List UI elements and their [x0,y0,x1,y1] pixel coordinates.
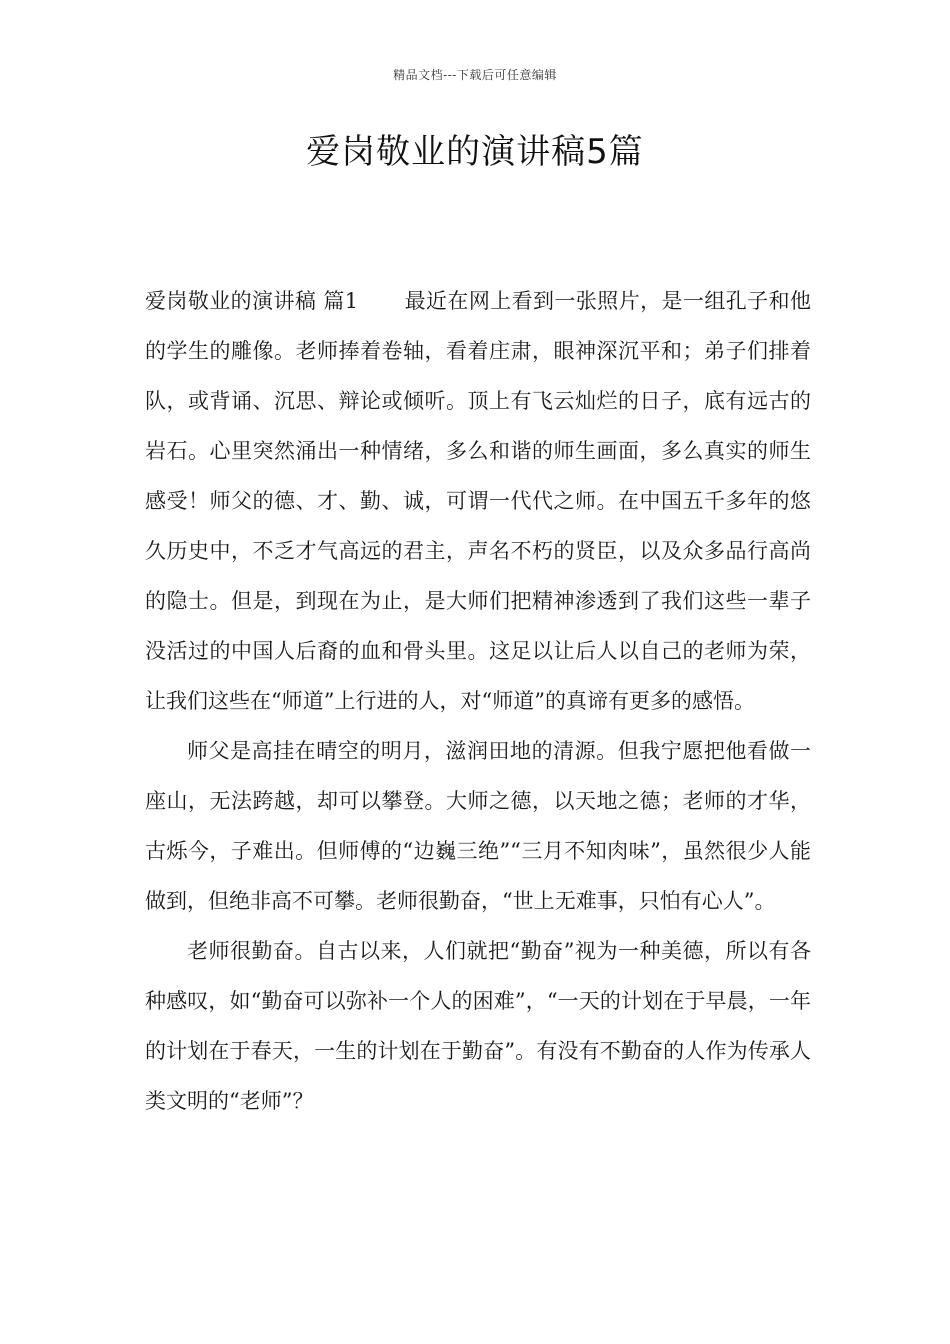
header-note: 精品文档---下载后可任意编辑 [393,68,557,82]
paragraph-2: 师父是高挂在晴空的明月，滋润田地的清源。但我宁愿把他看做一座山，无法跨越，却可以攀登。大师之德，以天地之德；老师的才华，古烁今，子难出。但师傅的“边巍三绝”“三月不知肉味”，虽然很少人能做到，但绝非高不可攀。老师很勤奋，“世上无难事，只怕有心人”。 [145,739,811,913]
document-title: 爱岗敬业的演讲稿5篇 [306,132,644,172]
section-label: 爱岗敬业的演讲稿 篇1 [145,289,359,313]
paragraph-3: 老师很勤奋。自古以来，人们就把“勤奋”视为一种美德，所以有各种感叹，如“勤奋可以弥补一个人的困难”，“一天的计划在于早晨，一年的计划在于春天，一生的计划在于勤奋”。有没有不勤奋的人作为传承人类文明的“老师”？ [145,939,811,1113]
paragraph-1 [145,276,811,726]
document-body [145,276,811,1126]
paragraph-1-text: 最近在网上看到一张照片，是一组孔子和他的学生的雕像。老师捧着卷轴，看着庄肃，眼神深沉平和；弟子们排着队，或背诵、沉思、辩论或倾听。顶上有飞云灿烂的日子，底有远古的岩石。心里突然涌出一种情绪，多么和谐的师生画面，多么真实的师生感受！师父的德、才、勤、诚，可谓一代代之师。在中国五千多年的悠久历史中，不乏才气高远的君主，声名不朽的贤臣，以及众多品行高尚的隐士。但是，到现在为止，是大师们把精神渗透到了我们这些一辈子没活过的中国人后裔的血和骨头里。这足以让后人以自己的老师为荣，让我们这些在“师道”上行进的人，对“师道”的真谛有更多的感悟。 [145,289,812,713]
